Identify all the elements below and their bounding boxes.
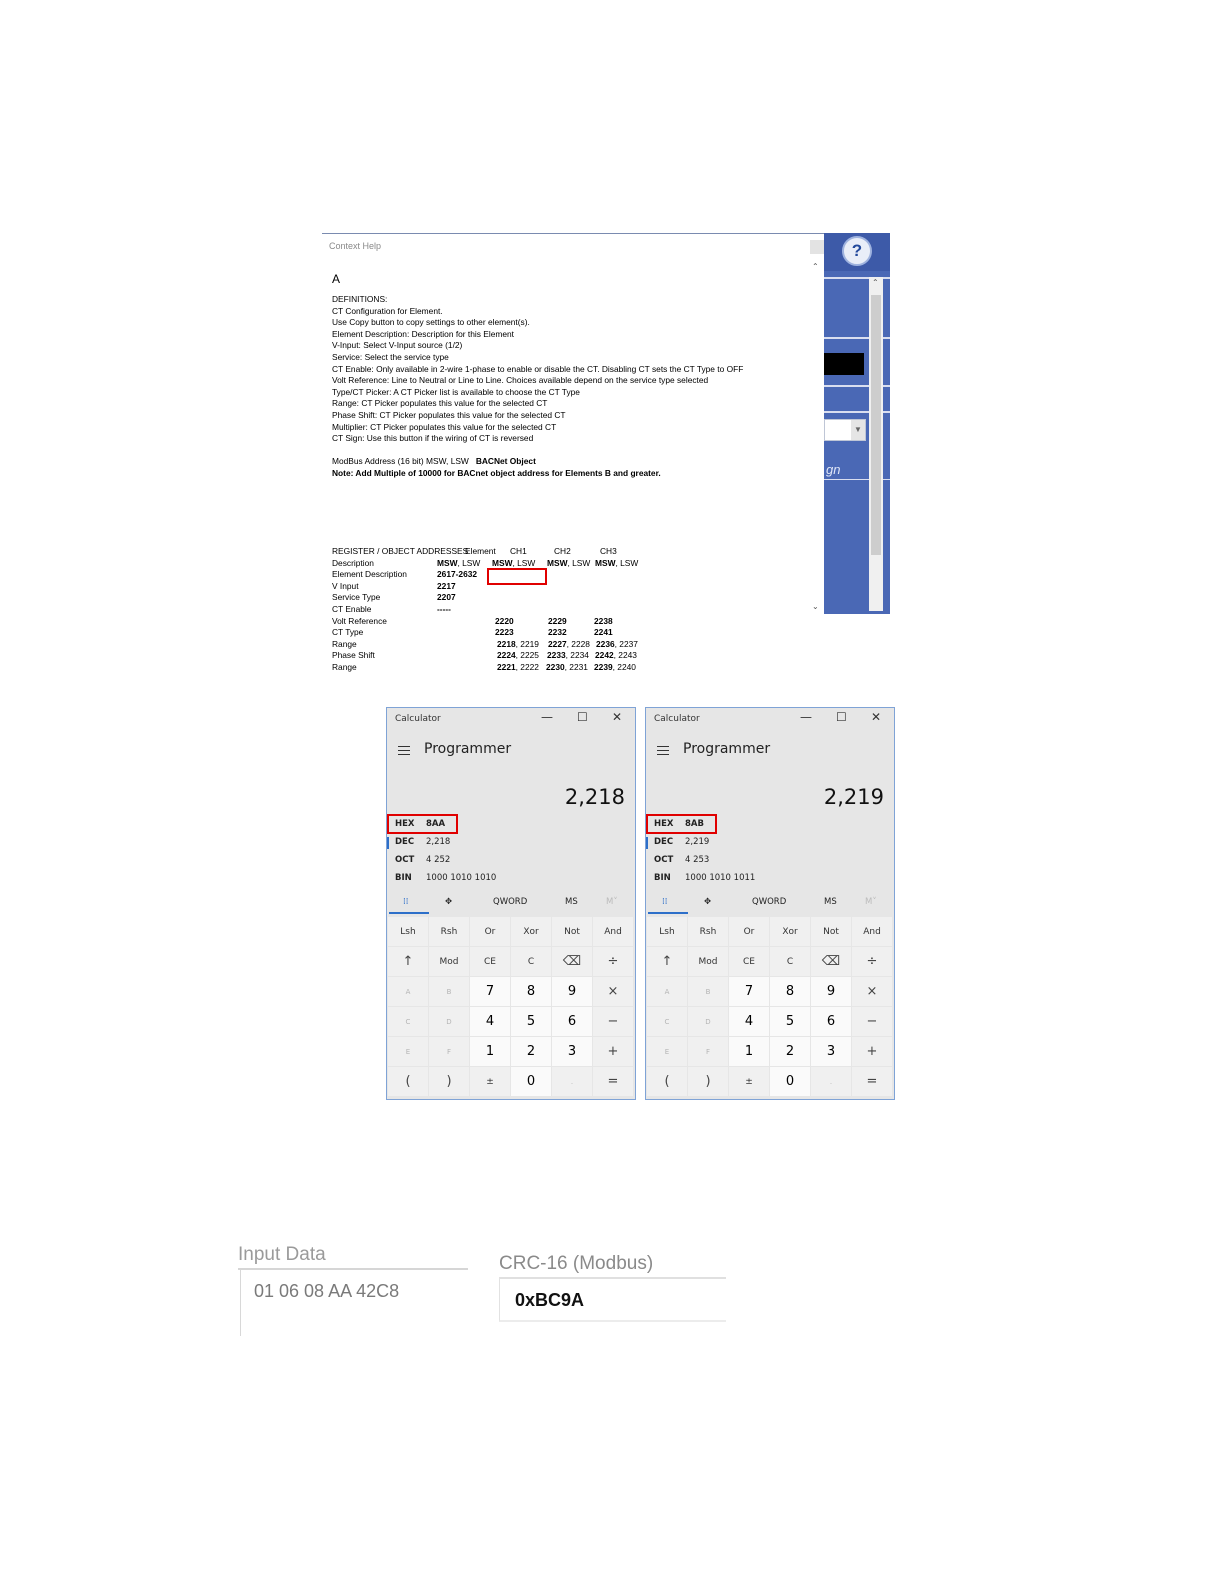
chevron-down-icon: ▼ (851, 420, 865, 440)
hex-e-key[interactable]: E (647, 1037, 687, 1066)
definition-line: Type/CT Picker: A CT Picker list is available to choose the CT Type (332, 386, 580, 397)
close-paren-key[interactable]: ) (429, 1067, 469, 1096)
digit-8-key[interactable]: 8 (770, 977, 810, 1006)
ce-key[interactable]: CE (729, 947, 769, 976)
hex-e-key[interactable]: E (388, 1037, 428, 1066)
definitions-list (332, 294, 802, 480)
negate-key[interactable]: ± (470, 1067, 510, 1096)
hex-d-key[interactable]: D (688, 1007, 728, 1036)
help-button[interactable]: ? (842, 236, 872, 266)
hex-d-key[interactable]: D (429, 1007, 469, 1036)
memory-list-button[interactable]: M˅ (865, 897, 877, 907)
menu-icon[interactable] (657, 746, 669, 755)
plus-key[interactable]: + (852, 1037, 892, 1066)
or-key[interactable]: Or (729, 917, 769, 946)
digit-4-key[interactable]: 4 (470, 1007, 510, 1036)
bin-row[interactable]: BIN 1000 1010 1011 (654, 873, 756, 883)
mode-title: Programmer (683, 741, 771, 757)
xor-key[interactable]: Xor (511, 917, 551, 946)
shift-up-key[interactable]: ↑ (647, 947, 687, 976)
clear-key[interactable]: C (511, 947, 551, 976)
oct-row[interactable]: OCT 4 253 (654, 855, 710, 865)
mode-title: Programmer (424, 741, 512, 757)
digit-2-key[interactable]: 2 (770, 1037, 810, 1066)
hex-row[interactable]: HEX 8AA (395, 819, 446, 829)
minus-key[interactable]: − (852, 1007, 892, 1036)
word-size-button[interactable]: QWORD (752, 897, 787, 907)
digit-6-key[interactable]: 6 (811, 1007, 851, 1036)
window-title: Calculator (395, 714, 441, 724)
mod-key[interactable]: Mod (429, 947, 469, 976)
definition-line: CT Configuration for Element. (332, 305, 443, 316)
input-data-label: Input Data (238, 1244, 326, 1265)
digit-3-key[interactable]: 3 (811, 1037, 851, 1066)
open-paren-key[interactable]: ( (388, 1067, 428, 1096)
digit-3-key[interactable]: 3 (552, 1037, 592, 1066)
digit-0-key[interactable]: 0 (770, 1067, 810, 1096)
partial-label: gn (826, 462, 841, 477)
crc-output-value: 0xBC9A (515, 1290, 585, 1310)
definition-line: Service: Select the service type (332, 351, 449, 362)
bit-toggle-icon[interactable]: ✥ (445, 897, 453, 907)
black-field (824, 353, 864, 375)
minus-key[interactable]: − (593, 1007, 633, 1036)
equals-key[interactable]: = (852, 1067, 892, 1096)
minimize-icon[interactable]: — (541, 710, 553, 724)
scroll-up-arrow-icon[interactable]: ⌃ (872, 278, 879, 287)
definition-line: Volt Reference: Line to Neutral or Line to Line. Choices available depend on the service type selected (332, 375, 709, 386)
input-data-value: 01 06 08 AA 42C8 (254, 1281, 400, 1301)
maximize-icon[interactable]: ☐ (577, 710, 588, 724)
not-key[interactable]: Not (811, 917, 851, 946)
definitions-header: DEFINITIONS: (332, 294, 388, 304)
oct-row[interactable]: OCT 4 252 (395, 855, 451, 865)
definition-line: Phase Shift: CT Picker populates this value for the selected CT (332, 409, 566, 420)
decimal-key[interactable]: . (552, 1067, 592, 1096)
close-paren-key[interactable]: ) (688, 1067, 728, 1096)
and-key[interactable]: And (593, 917, 633, 946)
memory-store-button[interactable]: MS (824, 897, 837, 907)
digit-9-key[interactable]: 9 (811, 977, 851, 1006)
definition-line: V-Input: Select V-Input source (1/2) (332, 340, 463, 351)
definition-line: Use Copy button to copy settings to other element(s). (332, 317, 530, 328)
digit-9-key[interactable]: 9 (552, 977, 592, 1006)
digit-0-key[interactable]: 0 (511, 1067, 551, 1096)
ce-key[interactable]: CE (470, 947, 510, 976)
backspace-key[interactable]: ⌫ (811, 947, 851, 976)
hex-c-key[interactable]: C (388, 1007, 428, 1036)
shift-up-key[interactable]: ↑ (388, 947, 428, 976)
display-value: 2,219 (823, 785, 884, 809)
digit-7-key[interactable]: 7 (470, 977, 510, 1006)
scroll-down-arrow-icon[interactable]: ⌄ (812, 602, 819, 611)
definition-line: CT Sign: Use this button if the wiring of CT is reversed (332, 433, 534, 444)
crc-label: CRC-16 (Modbus) (499, 1253, 654, 1274)
menu-icon[interactable] (398, 746, 410, 755)
definition-line: Range: CT Picker populates this value for the selected CT (332, 398, 548, 409)
context-help-title: Context Help (329, 241, 382, 251)
hex-b-key[interactable]: B (688, 977, 728, 1006)
equals-key[interactable]: = (593, 1067, 633, 1096)
dec-row[interactable]: DEC 2,218 (395, 837, 451, 847)
plus-key[interactable]: + (593, 1037, 633, 1066)
calculator-window (386, 707, 636, 1100)
rsh-key[interactable]: Rsh (429, 917, 469, 946)
digit-6-key[interactable]: 6 (552, 1007, 592, 1036)
dropdown-select[interactable] (824, 419, 866, 441)
keypad-grid-icon[interactable]: ⁞⁞ (662, 897, 668, 907)
input-data-field[interactable] (240, 1270, 468, 1336)
or-key[interactable]: Or (470, 917, 510, 946)
keypad (647, 917, 893, 1096)
not-key[interactable]: Not (552, 917, 592, 946)
hex-highlight-box (646, 814, 717, 834)
dec-row[interactable]: DEC 2,219 (654, 837, 710, 847)
divide-key[interactable]: ÷ (593, 947, 633, 976)
digit-5-key[interactable]: 5 (770, 1007, 810, 1036)
digit-1-key[interactable]: 1 (729, 1037, 769, 1066)
backspace-key[interactable]: ⌫ (552, 947, 592, 976)
keypad (388, 917, 634, 1096)
lsh-key[interactable]: Lsh (388, 917, 428, 946)
memory-store-button[interactable]: MS (565, 897, 578, 907)
word-size-button[interactable]: QWORD (493, 897, 528, 907)
digit-1-key[interactable]: 1 (470, 1037, 510, 1066)
hex-row[interactable]: HEX 8AB (654, 819, 704, 829)
hex-highlight-box (387, 814, 458, 834)
keypad-tabs (387, 893, 637, 914)
definition-line: Multiplier: CT Picker populates this value for the selected CT (332, 421, 557, 432)
hex-a-key[interactable]: A (647, 977, 687, 1006)
hex-b-key[interactable]: B (429, 977, 469, 1006)
keypad-grid-icon[interactable]: ⁞⁞ (403, 897, 409, 907)
bin-row[interactable]: BIN 1000 1010 1010 (395, 873, 497, 883)
bacnet-note: Note: Add Multiple of 10000 for BACnet object address for Elements B and greater. (332, 467, 661, 478)
scroll-thumb[interactable] (871, 295, 881, 555)
clear-key[interactable]: C (770, 947, 810, 976)
context-help-panel: Context Help A DEFINITIONS: CT Configuration for Element. Use Copy button to copy settings to other element(s). Element Description: Description for this Element V-Input: Select V-Input source (1/2) Service: Select the service type CT Enable: Only available in 2-wire 1-phase to enable or disable the CT. Disabling CT sets the CT Type to OFF Volt Reference: Line to Neutral or Line to Line. Choices available depend on the service type selected Type/CT Picker: A CT Picker list is available to choose the CT Type Range: CT Picker populates this value for the selected CT Phase Shift: CT Picker populates this value for the selected CT Multiplier: CT Picker populates this value for the selected CT CT Sign: Use this button if the wiring of CT is reversed ModBus Address (16 bit) MSW, LSW BACNet Object Note: Add Multiple of 10000 for BACnet object address for Elements B and greater. REGISTER / OBJECT ADDRESSES Element CH1 CH2 CH3 Description MSW, LSW MSW, LSW MSW, LSW MSW, LSW Element Description 2617-2632 V Input 2217 Service Type 2207 CT Enable ----- Volt Reference 2220 2229 2238 CT Type 2223 2232 2241 Range 2218, 2219 2227, 2228 2236, 2237 Phase Shift 2224, 2225 2233, 2234 2242, 2243 Range 2221, 2222 2230, 2231 2239, 2240 ⌃ ⌄ (322, 233, 890, 614)
digit-7-key[interactable]: 7 (729, 977, 769, 1006)
negate-key[interactable]: ± (729, 1067, 769, 1096)
side-scrollbar[interactable] (869, 277, 883, 611)
scroll-up-arrow-icon[interactable]: ⌃ (812, 262, 819, 271)
xor-key[interactable]: Xor (770, 917, 810, 946)
and-key[interactable]: And (852, 917, 892, 946)
element-heading: A (332, 272, 341, 286)
bit-toggle-icon[interactable]: ✥ (704, 897, 712, 907)
range-highlight-box (487, 568, 547, 585)
modbus-address-line: ModBus Address (16 bit) MSW, LSW BACNet Object (332, 456, 536, 467)
memory-list-button[interactable]: M˅ (606, 897, 618, 907)
open-paren-key[interactable]: ( (647, 1067, 687, 1096)
help-scrollbar[interactable] (810, 240, 824, 614)
lsh-key[interactable]: Lsh (647, 917, 687, 946)
side-panel (824, 233, 890, 614)
hex-c-key[interactable]: C (647, 1007, 687, 1036)
digit-4-key[interactable]: 4 (729, 1007, 769, 1036)
digit-5-key[interactable]: 5 (511, 1007, 551, 1036)
definition-line: Element Description: Description for this Element (332, 328, 514, 339)
multiply-key[interactable]: × (593, 977, 633, 1006)
hex-f-key[interactable]: F (688, 1037, 728, 1066)
maximize-icon[interactable]: ☐ (836, 710, 847, 724)
decimal-key[interactable]: . (811, 1067, 851, 1096)
definition-line: CT Enable: Only available in 2-wire 1-phase to enable or disable the CT. Disabling CT sets the CT Type to OFF (332, 363, 744, 374)
divide-key[interactable]: ÷ (852, 947, 892, 976)
mod-key[interactable]: Mod (688, 947, 728, 976)
digit-8-key[interactable]: 8 (511, 977, 551, 1006)
keypad-tabs (646, 893, 896, 914)
hex-a-key[interactable]: A (388, 977, 428, 1006)
digit-2-key[interactable]: 2 (511, 1037, 551, 1066)
multiply-key[interactable]: × (852, 977, 892, 1006)
window-title: Calculator (654, 714, 700, 724)
close-icon[interactable]: ✕ (612, 710, 623, 724)
calculator-window (645, 707, 895, 1100)
close-icon[interactable]: ✕ (871, 710, 882, 724)
rsh-key[interactable]: Rsh (688, 917, 728, 946)
minimize-icon[interactable]: — (800, 710, 812, 724)
hex-f-key[interactable]: F (429, 1037, 469, 1066)
display-value: 2,218 (564, 785, 625, 809)
